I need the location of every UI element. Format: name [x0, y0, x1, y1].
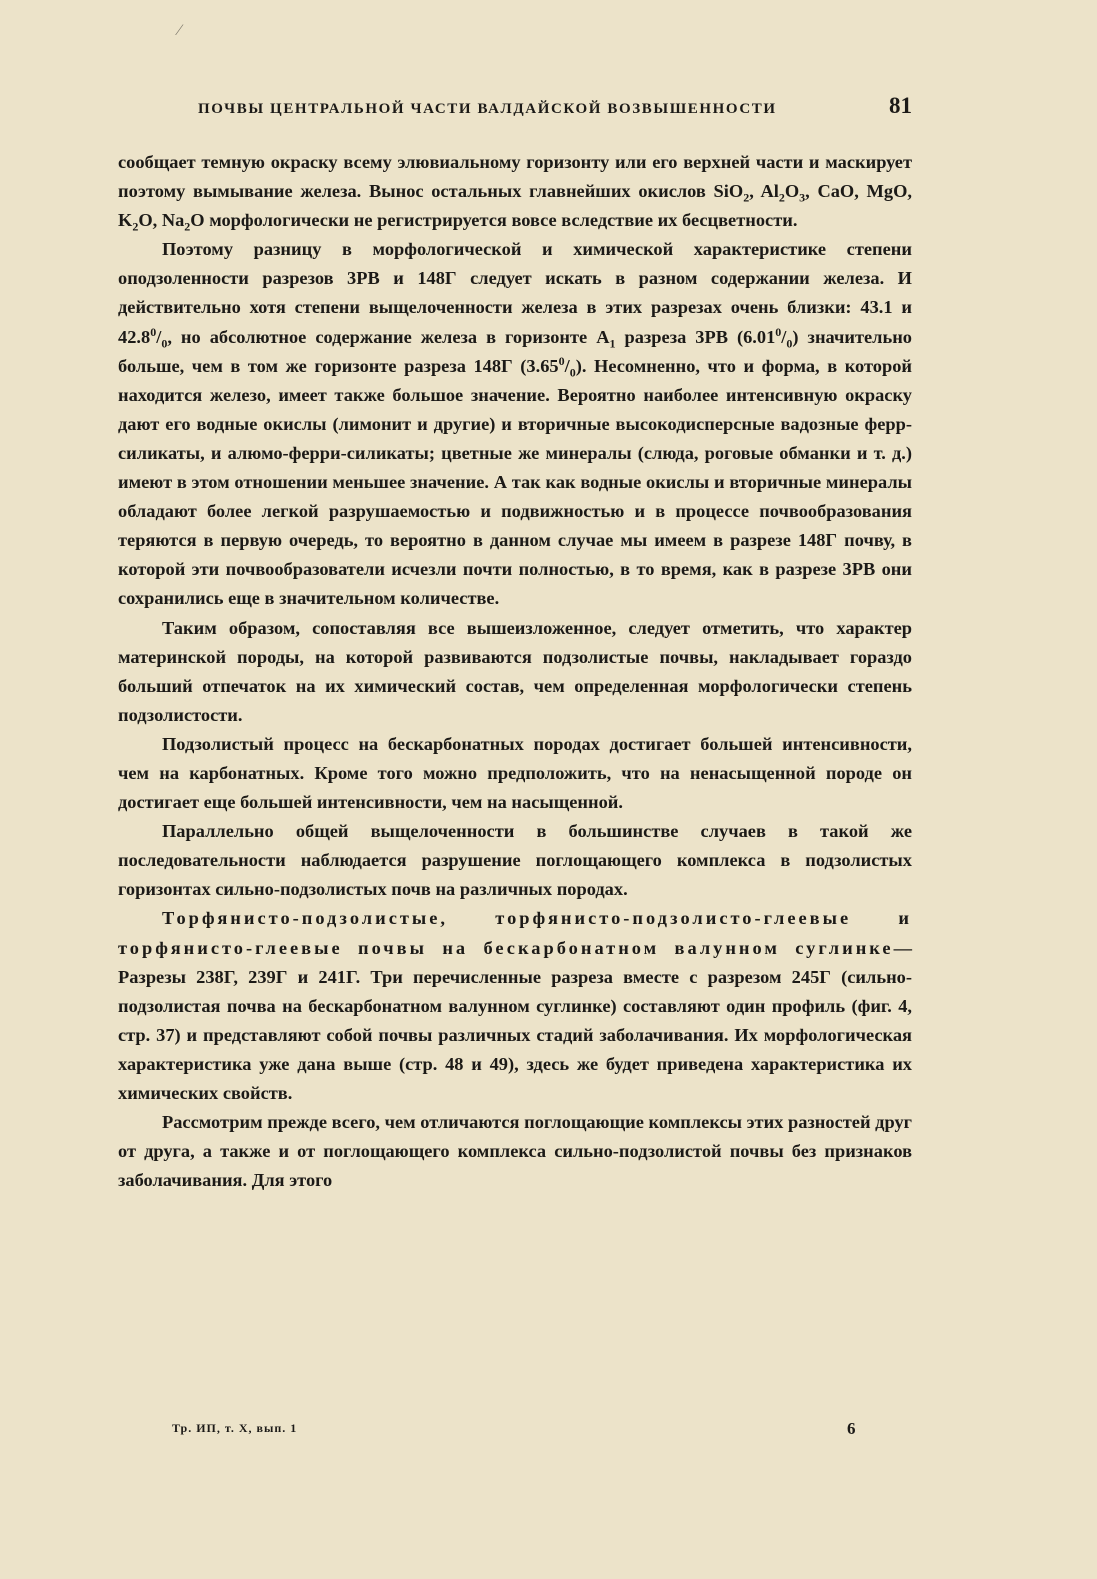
- subscript: 2: [184, 219, 191, 234]
- page-mark: ⁄: [178, 22, 181, 39]
- text-run: Торфянисто-подзолистые, торфянисто-подзолисто-глеевые и торфянисто-глеевые почвы на бескарбонатном валунном суглинке: [118, 908, 912, 958]
- paragraph: [118, 817, 912, 904]
- page-footer: [172, 1421, 872, 1445]
- text-run: , Al: [749, 181, 779, 202]
- text-run: O: [784, 181, 800, 202]
- subscript: 0: [786, 336, 793, 351]
- text-run: Подзолистый процесс на бескарбонатных породах достигает большей интенсивности, чем на карбонатных. Кроме того можно предположить, что на ненасыщенной породе он достигает еще большей интенсивности, чем на насыщенной.: [118, 733, 912, 813]
- subscript: 1: [609, 336, 616, 351]
- text-run: —Разрезы 238Г, 239Г и 241Г. Три перечисленные разреза вместе с разрезом 245Г (сильно-подзолистая почва на бескарбонатном валунном суглинке) составляют один профиль (фиг. 4, стр. 37) и представляют собой почвы различных стадий заболачивания. Их морфологическая характеристика уже дана выше (стр. 48 и 49), здесь же будет приведена характеристика их химических свойств.: [118, 937, 912, 1103]
- subscript: 0: [569, 365, 576, 380]
- paragraph: [118, 148, 912, 235]
- subscript: 2: [132, 219, 139, 234]
- page-header: [118, 93, 912, 129]
- subscript: 2: [743, 190, 750, 205]
- text-run: Параллельно общей выщелоченности в большинстве случаев в такой же последовательности наблюдается разрушение поглощающего комплекса в подзолистых горизонтах сильно-подзолистых почв на различных породах.: [118, 821, 912, 900]
- signature-mark: Тр. ИП, т. X, вып. 1: [172, 1421, 298, 1435]
- superscript: 0: [775, 324, 782, 339]
- superscript: 0: [558, 353, 565, 368]
- text-run: сообщает темную окраску всему элювиальному горизонту или его верхней части и маскирует поэтому вымывание железа. Вынос остальных главнейших окислов SiO: [118, 152, 912, 202]
- sheet-number: 6: [847, 1419, 856, 1438]
- text-run: Поэтому разницу в морфологической и химической характеристике степени оподзоленности разрезов 3РВ и 148Г следует искать в разном содержании железа. И действительно хотя степени выщелоченности железа в этих разрезах очень близки: 43.1 и 42.8: [118, 239, 912, 347]
- superscript: 0: [150, 324, 157, 339]
- text-run: Таким образом, сопоставляя все вышеизложенное, следует отметить, что характер материнской породы, на которой развиваются подзолистые почвы, накладывает гораздо больший отпечаток на их химический состав, чем определенная морфологически степень подзолистости.: [118, 617, 912, 725]
- subscript: 0: [161, 336, 168, 351]
- page-number: 81: [889, 93, 912, 118]
- text-run: /: [781, 326, 787, 347]
- subscript: 2: [778, 190, 785, 205]
- text-run: /: [156, 326, 162, 347]
- text-run: , но абсолютное содержание железа в горизонте A: [167, 326, 610, 347]
- subscript: 3: [799, 190, 806, 205]
- text-run: Рассмотрим прежде всего, чем отличаются поглощающие комплексы этих разностей друг от друга, а также и от поглощающего комплекса сильно-подзолистой почвы без признаков заболачивания. Для этого: [118, 1112, 912, 1191]
- paragraph: [118, 1108, 912, 1195]
- text-run: ). Несомненно, что и форма, в которой находится железо, имеет также большое значение. Вероятно наиболее интенсивную окраску дают его водные окислы (лимонит и другие) и вторичные высокодисперсные вадозные ферр-силикаты, и алюмо-ферри-силикаты; цветные же минералы (слюда, роговые обманки и т. д.) имеют в этом отношении меньшее значение. А так как водные окислы и вторичные минералы обладают более легкой разрушаемостью и подвижностью и в процессе почвообразования теряются в первую очередь, то вероятно в данном случае мы имеем в разрезе 148Г почву, в которой эти почвообразователи исчезли почти полностью, в то время, как в разрезе 3РВ они сохранились еще в значительном количестве.: [118, 355, 913, 609]
- text-run: /: [564, 355, 570, 376]
- paragraph: [118, 614, 912, 730]
- paragraph: [118, 904, 912, 1108]
- paragraph: [118, 235, 912, 613]
- body-text: [118, 148, 912, 1195]
- text-run: ) значительно больше, чем в том же горизонте разреза 148Г (3.65: [118, 326, 912, 376]
- running-title: ПОЧВЫ ЦЕНТРАЛЬНОЙ ЧАСТИ ВАЛДАЙСКОЙ ВОЗВЫШЕННОСТИ: [198, 101, 777, 117]
- text-run: O, Na: [138, 210, 185, 231]
- text-run: O морфологически не регистрируется вовсе вследствие их бесцветности.: [190, 210, 798, 231]
- paragraph: [118, 730, 912, 817]
- text-run: разреза 3РВ (6.01: [615, 326, 776, 347]
- text-run: , CaO, MgO, K: [118, 181, 912, 231]
